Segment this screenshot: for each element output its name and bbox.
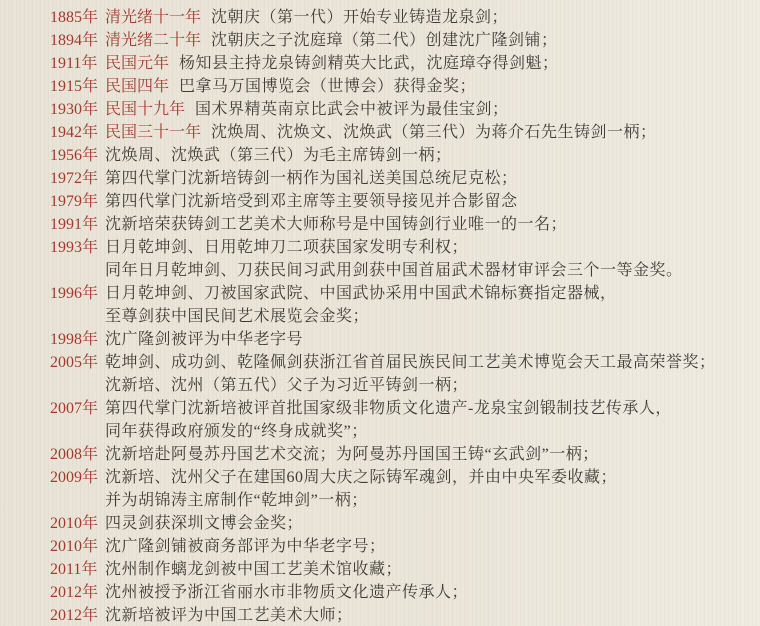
era-label: 民国十九年 (105, 101, 186, 118)
year-label: 1911年 (50, 55, 98, 72)
timeline-row (50, 581, 760, 604)
year-label: 1991年 (50, 216, 99, 233)
year-label: 1956年 (50, 147, 99, 164)
timeline-row-continuation (50, 374, 760, 397)
event-text: 沈新培、沈州（第五代）父子为习近平铸剑一柄； (105, 377, 469, 394)
timeline-row (50, 121, 760, 144)
timeline-row (50, 397, 760, 420)
timeline-row-continuation (50, 489, 760, 512)
era-label: 民国三十一年 (105, 124, 202, 141)
year-label: 1998年 (50, 331, 99, 348)
year-label: 1894年 (50, 32, 99, 49)
year-label: 2010年 (50, 515, 99, 532)
timeline-row (50, 98, 760, 121)
year-label: 1915年 (50, 78, 99, 95)
year-label: 2008年 (50, 446, 99, 463)
event-text: 至尊剑获中国民间艺术展览会金奖； (105, 308, 370, 325)
event-text: 沈新培、沈州父子在建国60周大庆之际铸军魂剑，并由中央军委收藏； (105, 469, 618, 486)
timeline-row (50, 512, 760, 535)
event-text: 第四代掌门沈新培受到邓主席等主要领导接见并合影留念 (105, 193, 518, 210)
event-text: 国术界精英南京比武会中被评为最佳宝剑； (195, 101, 509, 118)
year-label: 1930年 (50, 101, 99, 118)
event-text: 第四代掌门沈新培铸剑一柄作为国礼送美国总统尼克松； (105, 170, 518, 187)
year-label: 2009年 (50, 469, 99, 486)
event-text: 沈朝庆之子沈庭璋（第二代）创建沈广隆剑铺； (211, 32, 558, 49)
timeline-row (50, 167, 760, 190)
event-text: 沈广隆剑被评为中华老字号 (105, 331, 304, 348)
year-label: 2010年 (50, 538, 99, 555)
event-text: 第四代掌门沈新培被评首批国家级非物质文化遗产-龙泉宝剑锻制技艺传承人， (105, 400, 672, 417)
event-text: 沈焕周、沈焕文、沈焕武（第三代）为蒋介石先生铸剑一柄； (211, 124, 657, 141)
year-label: 2005年 (50, 354, 99, 371)
event-text: 日月乾坤剑、刀被国家武院、中国武协采用中国武术锦标赛指定器械， (105, 285, 617, 302)
event-text: 沈新培被评为中国工艺美术大师； (105, 607, 353, 624)
year-label: 2012年 (50, 607, 99, 624)
era-label: 民国四年 (105, 78, 170, 95)
event-text: 沈广隆剑铺被商务部评为中华老字号； (105, 538, 386, 555)
timeline-row (50, 75, 760, 98)
era-label: 清光绪二十年 (105, 32, 202, 49)
era-label: 民国元年 (105, 55, 170, 72)
timeline-row (50, 29, 760, 52)
year-label: 1885年 (50, 9, 99, 26)
timeline-row (50, 6, 760, 29)
event-text: 沈朝庆（第一代）开始专业铸造龙泉剑； (211, 9, 509, 26)
timeline-row-continuation (50, 259, 760, 282)
event-text: 沈新培赴阿曼苏丹国艺术交流；为阿曼苏丹国国王铸“玄武剑”一柄； (105, 446, 599, 463)
event-text: 日月乾坤剑、日用乾坤刀二项获国家发明专利权； (105, 239, 469, 256)
timeline-row (50, 604, 760, 626)
era-label: 清光绪十一年 (105, 9, 202, 26)
event-text: 沈州被授予浙江省丽水市非物质文化遗产传承人； (105, 584, 469, 601)
event-text: 同年获得政府颁发的“终身成就奖”； (105, 423, 368, 440)
year-label: 2007年 (50, 400, 99, 417)
year-label: 1993年 (50, 239, 99, 256)
timeline-row (50, 236, 760, 259)
year-label: 2012年 (50, 584, 99, 601)
timeline-row (50, 282, 760, 305)
timeline-row (50, 213, 760, 236)
year-label: 1996年 (50, 285, 99, 302)
year-label: 1942年 (50, 124, 99, 141)
timeline-row (50, 443, 760, 466)
timeline-row (50, 558, 760, 581)
timeline-row (50, 328, 760, 351)
event-text: 沈州制作螭龙剑被中国工艺美术馆收藏； (105, 561, 403, 578)
event-text: 并为胡锦涛主席制作“乾坤剑”一柄； (105, 492, 368, 509)
event-text: 四灵剑获深圳文博会金奖； (105, 515, 304, 532)
timeline-row (50, 535, 760, 558)
timeline-row (50, 466, 760, 489)
event-text: 同年日月乾坤剑、刀获民间习武用剑获中国首届武术器材审评会三个一等金奖。 (105, 262, 683, 279)
timeline-row (50, 144, 760, 167)
timeline-row-continuation (50, 305, 760, 328)
event-text: 沈新培荣获铸剑工艺美术大师称号是中国铸剑行业唯一的一名； (105, 216, 568, 233)
event-text: 巴拿马万国博览会（世博会）获得金奖； (179, 78, 477, 95)
event-text: 杨知县主持龙泉铸剑精英大比武，沈庭璋夺得剑魁； (179, 55, 559, 72)
year-label: 1972年 (50, 170, 99, 187)
year-label: 2011年 (50, 561, 98, 578)
timeline-row (50, 351, 760, 374)
event-text: 乾坤剑、成功剑、乾隆佩剑获浙江省首届民族民间工艺美术博览会天工最高荣誉奖； (105, 354, 716, 371)
timeline-row (50, 190, 760, 213)
timeline-row (50, 52, 760, 75)
timeline-row-continuation (50, 420, 760, 443)
event-text: 沈焕周、沈焕武（第三代）为毛主席铸剑一柄； (105, 147, 452, 164)
year-label: 1979年 (50, 193, 99, 210)
